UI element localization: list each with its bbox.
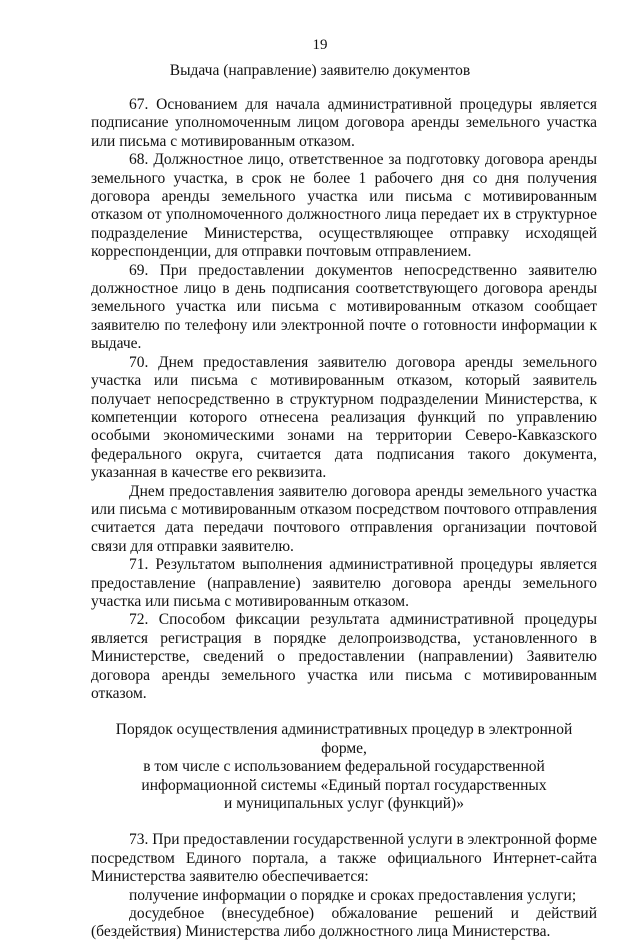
section-title-line: в том числе с использованием федеральной государственной [143, 758, 545, 776]
paragraph-73-item-info: получение информации о порядке и сроках предоставления услуги; [129, 886, 577, 904]
paragraph-68: 68. Должностное лицо, ответственное за подготовку договора аренды земельного участка, в срок не более 1 рабочего дня со дня получения договора аренды земельного участка или письма с мотивированным отказом от уполномоченного должностного лица передает их в структурное подразделение Министерства, осуществляющее отправку исходящей корреспонденции, для отправки почтовым отправлением. [91, 151, 597, 261]
paragraph-69: 69. При предоставлении документов непосредственно заявителю должностное лицо в день подписания соответствующего договора аренды земельного участка или письма с мотивированным отказом сообщает заявителю по телефону или электронной почте о готовности информации к выдаче. [91, 261, 597, 353]
paragraph-73: 73. При предоставлении государственной услуги в электронной форме посредством Единого портала, а также официального Интернет-сайта Министерства заявителю обеспечивается: [91, 831, 597, 886]
paragraph-72: 72. Способом фиксации результата административной процедуры является регистрация в порядке делопроизводства, установленного в Министерстве, сведений о предоставлении (направлении) Заявителю договора аренды земельного участка или письма с мотивированным отказом. [91, 611, 597, 702]
electronic-procedures-title [91, 721, 597, 813]
paragraph-73-item-appeal: досудебное (внесудебное) обжалование решений и действий (бездействия) Министерства либо должностного лица Министерства. [91, 905, 597, 941]
paragraph-70-continued: Днем предоставления заявителю договора аренды земельного участка или письма с мотивированным отказом посредством почтового отправления считается дата передачи почтового отправления организации почтовой связи для отправки заявителю. [91, 482, 597, 555]
section-heading: Выдача (направление) заявителю документов [169, 62, 471, 79]
paragraph-67: 67. Основанием для начала административной процедуры является подписание уполномоченным лицом договора аренды земельного участка или письма с мотивированным отказом. [91, 96, 597, 150]
paragraph-70: 70. Днем предоставления заявителю договора аренды земельного участка или письма с мотивированным отказом, который заявитель получает непосредственно в структурном подразделении Министерства, к компетенции которого отнесена реализация функций по управлению особыми экономическими зонами на территории Северо-Кавказского федерального округа, считается дата подписания такого документа, указанная в качестве его реквизита. [91, 353, 597, 482]
section-title-line: информационной системы «Единый портал государственных [141, 776, 547, 794]
paragraph-71: 71. Результатом выполнения административной процедуры является предоставление (направление) заявителю договора аренды земельного участка или письма с мотивированным отказом. [91, 556, 597, 610]
document-body [91, 96, 597, 942]
section-title-line: и муниципальных услуг (функций)» [224, 795, 464, 813]
page-number: 19 [312, 37, 328, 53]
section-title-line: Порядок осуществления административных процедур в электронной форме, [115, 721, 573, 757]
